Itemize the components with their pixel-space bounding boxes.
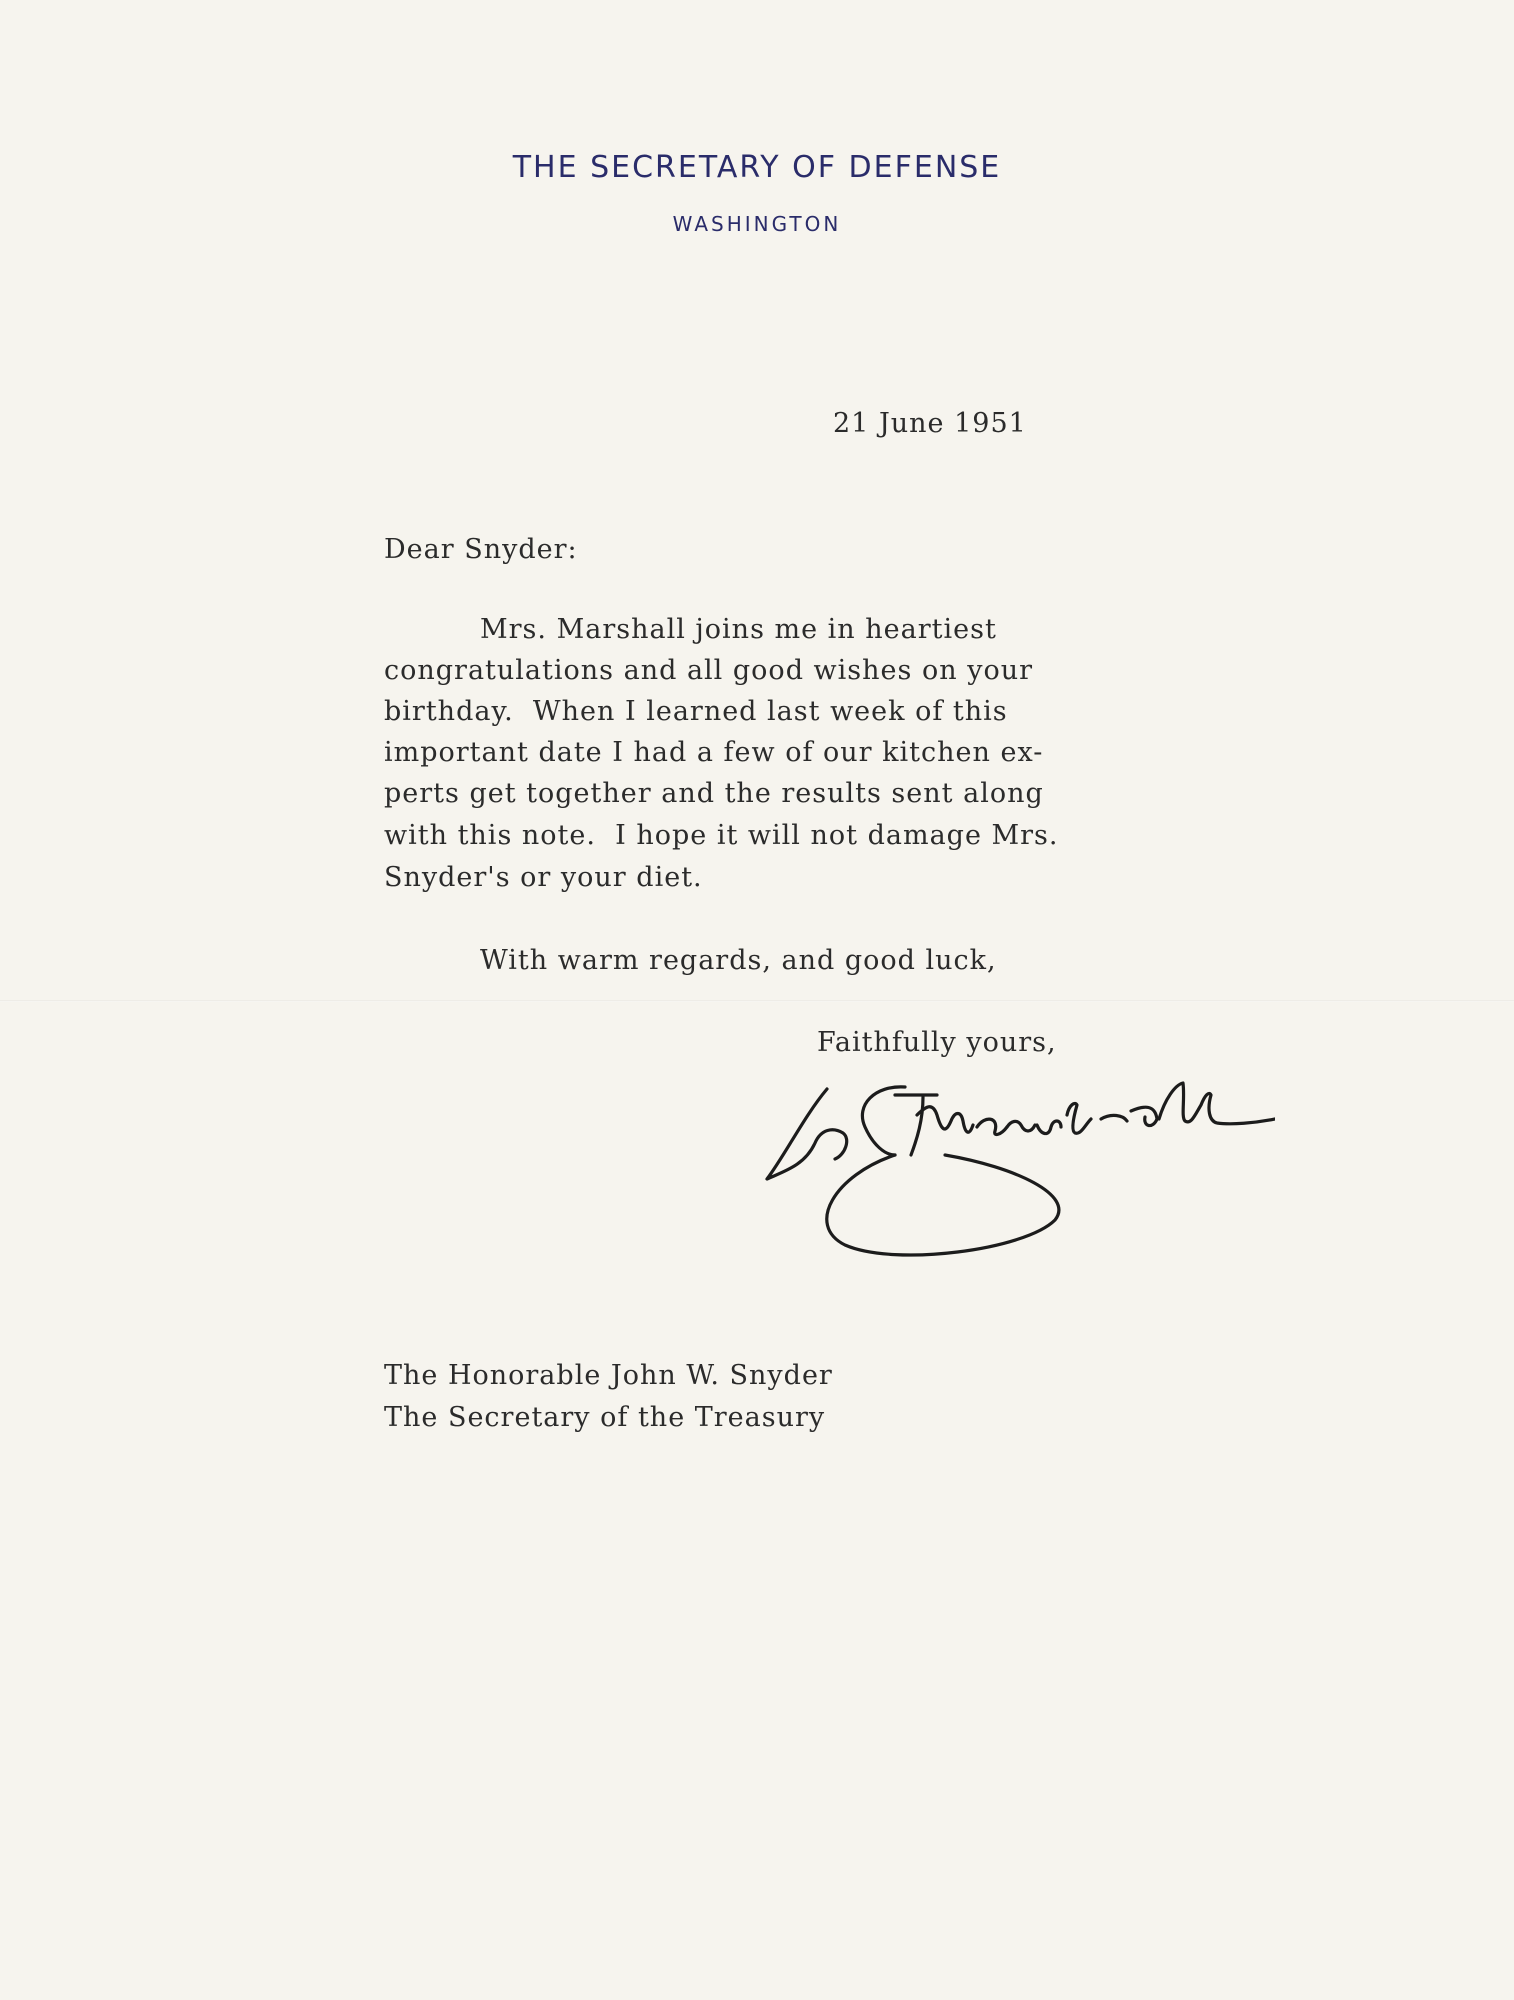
signoff: Faithfully yours,	[817, 1027, 1057, 1058]
paper-fold	[0, 1000, 1514, 1002]
body-line: birthday. When I learned last week of this	[384, 696, 1008, 727]
body-line: perts get together and the results sent along	[384, 778, 1044, 809]
letterhead-city: WASHINGTON	[672, 212, 842, 236]
letterhead-title: THE SECRETARY OF DEFENSE	[512, 150, 1002, 185]
body-line: important date I had a few of our kitchen ex-	[384, 737, 1044, 768]
addressee-title: The Secretary of the Treasury	[384, 1402, 826, 1433]
closing-line: With warm regards, and good luck,	[480, 945, 997, 976]
salutation: Dear Snyder:	[384, 534, 578, 565]
body-line: Mrs. Marshall joins me in heartiest	[480, 614, 997, 645]
letter-date: 21 June 1951	[833, 408, 1027, 439]
signature-image	[755, 1075, 1275, 1265]
addressee-name: The Honorable John W. Snyder	[384, 1360, 833, 1391]
body-line: with this note. I hope it will not damage Mrs.	[384, 820, 1059, 851]
body-line: Snyder's or your diet.	[384, 862, 703, 893]
body-line: congratulations and all good wishes on your	[384, 655, 1033, 686]
